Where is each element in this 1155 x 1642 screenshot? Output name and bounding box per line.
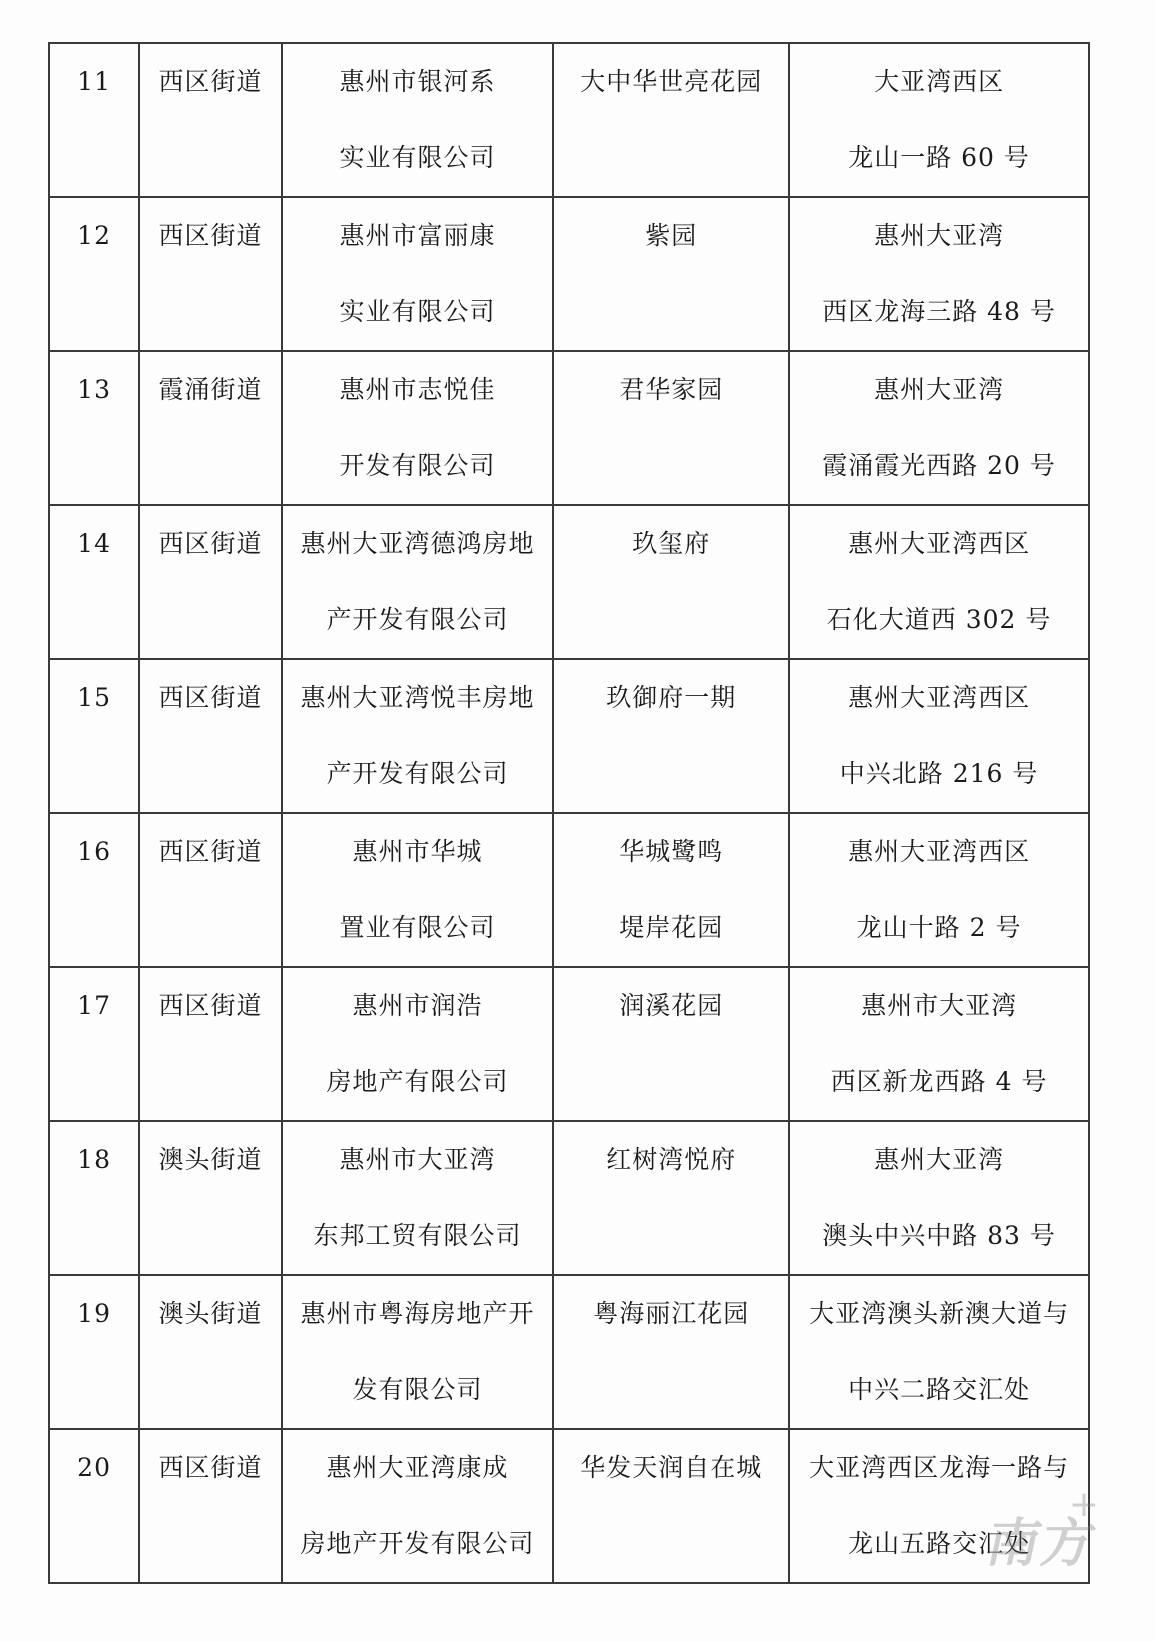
cell-address-line: 惠州大亚湾西区 bbox=[848, 837, 1031, 866]
cell-project-line: 紫园 bbox=[645, 221, 698, 250]
cell-address bbox=[789, 1429, 1089, 1583]
cell-company bbox=[282, 1429, 554, 1583]
cell-project-line: 大中华世亮花园 bbox=[580, 67, 763, 96]
cell-company-line: 惠州市志悦佳 bbox=[339, 375, 496, 404]
cell-street-line: 霞涌街道 bbox=[158, 375, 263, 404]
cell-number-line: 11 bbox=[77, 67, 111, 96]
cell-address bbox=[789, 351, 1089, 505]
developer-list-table bbox=[48, 42, 1090, 1584]
cell-project bbox=[553, 813, 789, 967]
cell-address-line: 大亚湾西区 bbox=[874, 67, 1005, 96]
cell-address bbox=[789, 505, 1089, 659]
cell-address-line: 惠州大亚湾 bbox=[874, 1145, 1005, 1174]
watermark-logo-text: 南方 bbox=[981, 1514, 1103, 1574]
cell-street bbox=[139, 967, 282, 1121]
cell-project bbox=[553, 197, 789, 351]
table-row bbox=[49, 1275, 1089, 1429]
cell-company-line: 惠州大亚湾悦丰房地 bbox=[300, 683, 535, 712]
cell-number bbox=[49, 1275, 139, 1429]
cell-company-line: 惠州市润浩 bbox=[352, 991, 483, 1020]
cell-number-line: 15 bbox=[77, 683, 111, 712]
cell-number-line: 17 bbox=[77, 991, 111, 1020]
cell-address-line: 大亚湾西区龙海一路与 bbox=[809, 1453, 1070, 1482]
cell-project-line: 粤海丽江花园 bbox=[593, 1299, 750, 1328]
cell-project bbox=[553, 1275, 789, 1429]
cell-address-line: 中兴二路交汇处 bbox=[848, 1375, 1031, 1404]
cell-company bbox=[282, 1121, 554, 1275]
cell-number-line: 19 bbox=[77, 1299, 111, 1328]
cell-company-line: 实业有限公司 bbox=[339, 143, 496, 172]
cell-company-line: 惠州大亚湾康成 bbox=[326, 1453, 509, 1482]
cell-company-line: 产开发有限公司 bbox=[326, 605, 509, 634]
cell-street-line: 西区街道 bbox=[158, 67, 263, 96]
cell-address-line: 惠州大亚湾西区 bbox=[848, 683, 1031, 712]
cell-address-line: 大亚湾澳头新澳大道与 bbox=[809, 1299, 1070, 1328]
cell-number bbox=[49, 505, 139, 659]
table-row bbox=[49, 967, 1089, 1121]
cell-street bbox=[139, 1121, 282, 1275]
cell-number bbox=[49, 967, 139, 1121]
cell-company bbox=[282, 1275, 554, 1429]
cell-number bbox=[49, 43, 139, 197]
cell-address-line: 龙山一路 60 号 bbox=[848, 143, 1030, 172]
cell-address-line: 龙山十路 2 号 bbox=[856, 913, 1022, 942]
table-row bbox=[49, 1121, 1089, 1275]
cell-street-line: 澳头街道 bbox=[158, 1299, 263, 1328]
table-row bbox=[49, 505, 1089, 659]
cell-company-line: 惠州市粤海房地产开 bbox=[300, 1299, 535, 1328]
table-row bbox=[49, 43, 1089, 197]
cell-project bbox=[553, 967, 789, 1121]
cell-street bbox=[139, 43, 282, 197]
cell-company-line: 惠州市富丽康 bbox=[339, 221, 496, 250]
cell-street bbox=[139, 505, 282, 659]
cell-street-line: 西区街道 bbox=[158, 837, 263, 866]
cell-company-line: 产开发有限公司 bbox=[326, 759, 509, 788]
cell-number-line: 13 bbox=[77, 375, 111, 404]
cell-project-line: 堤岸花园 bbox=[619, 913, 724, 942]
cell-number-line: 16 bbox=[77, 837, 111, 866]
cell-street-line: 西区街道 bbox=[158, 991, 263, 1020]
cell-project-line: 玖玺府 bbox=[632, 529, 711, 558]
cell-company-line: 惠州市大亚湾 bbox=[339, 1145, 496, 1174]
cell-number bbox=[49, 659, 139, 813]
cell-project bbox=[553, 351, 789, 505]
cell-number bbox=[49, 1121, 139, 1275]
cell-project-line: 君华家园 bbox=[619, 375, 724, 404]
cell-address bbox=[789, 813, 1089, 967]
cell-project bbox=[553, 1121, 789, 1275]
cell-street bbox=[139, 1275, 282, 1429]
cell-street-line: 西区街道 bbox=[158, 221, 263, 250]
cell-address-line: 惠州市大亚湾 bbox=[861, 991, 1018, 1020]
cell-company-line: 惠州大亚湾德鸿房地 bbox=[300, 529, 535, 558]
cell-address bbox=[789, 1121, 1089, 1275]
cell-company-line: 东邦工贸有限公司 bbox=[313, 1221, 522, 1250]
cell-address bbox=[789, 659, 1089, 813]
cell-company bbox=[282, 813, 554, 967]
cell-address bbox=[789, 1275, 1089, 1429]
cell-address-line: 西区龙海三路 48 号 bbox=[822, 297, 1056, 326]
table-row bbox=[49, 351, 1089, 505]
cell-number-line: 20 bbox=[77, 1453, 111, 1482]
cell-street bbox=[139, 1429, 282, 1583]
cell-company bbox=[282, 967, 554, 1121]
cell-number bbox=[49, 351, 139, 505]
cell-address-line: 霞涌霞光西路 20 号 bbox=[822, 451, 1056, 480]
cell-company-line: 置业有限公司 bbox=[339, 913, 496, 942]
cell-company bbox=[282, 197, 554, 351]
cell-number bbox=[49, 1429, 139, 1583]
cell-number bbox=[49, 813, 139, 967]
cell-street bbox=[139, 813, 282, 967]
cell-company-line: 开发有限公司 bbox=[339, 451, 496, 480]
cell-number-line: 18 bbox=[77, 1145, 111, 1174]
cell-address-line: 惠州大亚湾西区 bbox=[848, 529, 1031, 558]
cell-company bbox=[282, 43, 554, 197]
cell-project bbox=[553, 505, 789, 659]
cell-address-line: 中兴北路 216 号 bbox=[839, 759, 1039, 788]
cell-company-line: 惠州市银河系 bbox=[339, 67, 496, 96]
cell-company bbox=[282, 351, 554, 505]
cell-address-line: 澳头中兴中路 83 号 bbox=[822, 1221, 1056, 1250]
cell-number bbox=[49, 197, 139, 351]
cell-project-line: 润溪花园 bbox=[619, 991, 724, 1020]
cell-project-line: 华城鹭鸣 bbox=[619, 837, 724, 866]
cell-number-line: 14 bbox=[77, 529, 111, 558]
cell-street-line: 西区街道 bbox=[158, 683, 263, 712]
cell-company bbox=[282, 505, 554, 659]
cell-company-line: 房地产开发有限公司 bbox=[300, 1529, 535, 1558]
cell-company-line: 实业有限公司 bbox=[339, 297, 496, 326]
cell-street bbox=[139, 197, 282, 351]
cell-street-line: 澳头街道 bbox=[158, 1145, 263, 1174]
cell-company-line: 发有限公司 bbox=[352, 1375, 483, 1404]
table-row bbox=[49, 197, 1089, 351]
cell-address bbox=[789, 967, 1089, 1121]
cell-street-line: 西区街道 bbox=[158, 529, 263, 558]
cell-project-line: 玖御府一期 bbox=[606, 683, 737, 712]
cell-address-line: 龙山五路交汇处 bbox=[848, 1529, 1031, 1558]
table-row bbox=[49, 659, 1089, 813]
cell-address-line: 惠州大亚湾 bbox=[874, 221, 1005, 250]
table-body bbox=[49, 43, 1089, 1583]
table-row bbox=[49, 1429, 1089, 1583]
cell-project bbox=[553, 659, 789, 813]
watermark-plus-icon: + bbox=[1068, 1484, 1099, 1525]
cell-street bbox=[139, 351, 282, 505]
cell-company bbox=[282, 659, 554, 813]
cell-address bbox=[789, 197, 1089, 351]
cell-project bbox=[553, 1429, 789, 1583]
cell-address-line: 西区新龙西路 4 号 bbox=[830, 1067, 1048, 1096]
cell-street bbox=[139, 659, 282, 813]
table-row bbox=[49, 813, 1089, 967]
cell-address-line: 惠州大亚湾 bbox=[874, 375, 1005, 404]
cell-project-line: 华发天润自在城 bbox=[580, 1453, 763, 1482]
cell-project-line: 红树湾悦府 bbox=[606, 1145, 737, 1174]
cell-address-line: 石化大道西 302 号 bbox=[826, 605, 1052, 634]
cell-project bbox=[553, 43, 789, 197]
cell-street-line: 西区街道 bbox=[158, 1453, 263, 1482]
cell-number-line: 12 bbox=[77, 221, 111, 250]
cell-company-line: 惠州市华城 bbox=[352, 837, 483, 866]
cell-address bbox=[789, 43, 1089, 197]
cell-company-line: 房地产有限公司 bbox=[326, 1067, 509, 1096]
